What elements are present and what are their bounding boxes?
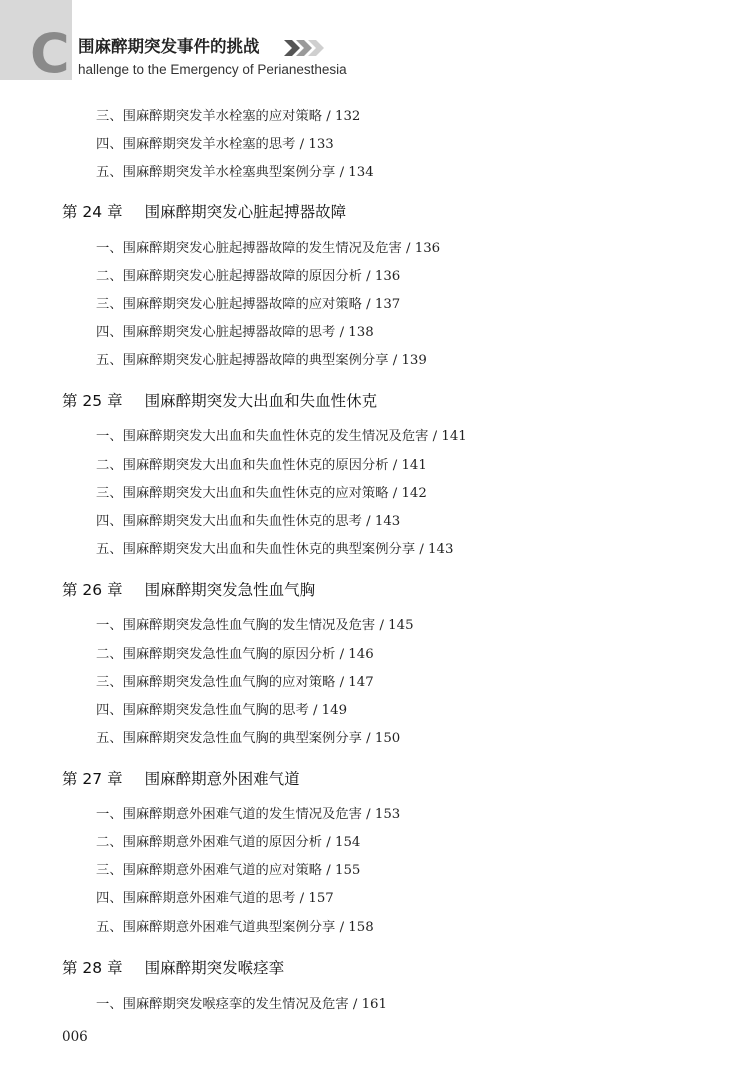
- page-number: 006: [62, 1029, 88, 1045]
- chapter-heading: [62, 580, 315, 600]
- header-subtitle: hallenge to the Emergency of Perianesthesia: [78, 62, 347, 77]
- toc-entry: 一、围麻醉期意外困难气道的发生情况及危害 / 153: [96, 807, 401, 822]
- toc-entry: 二、围麻醉期突发急性血气胸的原因分析 / 146: [96, 647, 374, 662]
- toc-entry: 四、围麻醉期突发心脏起搏器故障的思考 / 138: [96, 325, 374, 340]
- chapter-title: 围麻醉期突发心脏起搏器故障: [144, 203, 347, 221]
- chapter-number: 第 26 章: [62, 581, 123, 599]
- toc-entry: 三、围麻醉期突发大出血和失血性休克的应对策略 / 142: [96, 486, 427, 501]
- chapter-number: 第 25 章: [62, 392, 123, 410]
- chapter-number: 第 27 章: [62, 770, 123, 788]
- header-title: 围麻醉期突发事件的挑战: [78, 37, 260, 56]
- chapter-number: 第 28 章: [62, 959, 123, 977]
- toc-entry: 三、围麻醉期意外困难气道的应对策略 / 155: [96, 863, 361, 878]
- chapter-title: 围麻醉期意外困难气道: [144, 770, 300, 788]
- toc-entry: 二、围麻醉期突发大出血和失血性休克的原因分析 / 141: [96, 458, 427, 473]
- toc-entry: 五、围麻醉期突发心脏起搏器故障的典型案例分享 / 139: [96, 353, 427, 368]
- toc-entry: 一、围麻醉期突发心脏起搏器故障的发生情况及危害 / 136: [96, 241, 441, 256]
- chapter-heading: [62, 769, 300, 789]
- toc-entry: 一、围麻醉期突发喉痉挛的发生情况及危害 / 161: [96, 997, 387, 1012]
- chapter-heading: [62, 202, 346, 222]
- chapter-heading: [62, 391, 377, 411]
- toc-entry: 五、围麻醉期突发大出血和失血性休克的典型案例分享 / 143: [96, 542, 454, 557]
- toc-entry: 五、围麻醉期突发羊水栓塞典型案例分享 / 134: [96, 165, 374, 180]
- toc-entry: 四、围麻醉期突发大出血和失血性休克的思考 / 143: [96, 514, 401, 529]
- chapter-heading: [62, 958, 284, 978]
- toc-entry: 二、围麻醉期意外困难气道的原因分析 / 154: [96, 835, 361, 850]
- toc-entry: 一、围麻醉期突发大出血和失血性休克的发生情况及危害 / 141: [96, 429, 467, 444]
- chapter-number: 第 24 章: [62, 203, 123, 221]
- toc-entry: 三、围麻醉期突发羊水栓塞的应对策略 / 132: [96, 109, 361, 124]
- toc-entry: 四、围麻醉期突发急性血气胸的思考 / 149: [96, 703, 348, 718]
- chapter-title: 围麻醉期突发喉痉挛: [144, 959, 285, 977]
- toc-entry: 一、围麻醉期突发急性血气胸的发生情况及危害 / 145: [96, 618, 414, 633]
- chapter-title: 围麻醉期突发急性血气胸: [144, 581, 316, 599]
- toc-entry: 四、围麻醉期突发羊水栓塞的思考 / 133: [96, 137, 334, 152]
- toc-entry: 二、围麻醉期突发心脏起搏器故障的原因分析 / 136: [96, 269, 401, 284]
- header-letter: C: [30, 22, 70, 85]
- toc-entry: 五、围麻醉期意外困难气道典型案例分享 / 158: [96, 920, 374, 935]
- chapter-title: 围麻醉期突发大出血和失血性休克: [144, 392, 378, 410]
- toc-entry: 四、围麻醉期意外困难气道的思考 / 157: [96, 891, 334, 906]
- toc-entry: 三、围麻醉期突发心脏起搏器故障的应对策略 / 137: [96, 297, 401, 312]
- toc-entry: 三、围麻醉期突发急性血气胸的应对策略 / 147: [96, 675, 374, 690]
- toc-entry: 五、围麻醉期突发急性血气胸的典型案例分享 / 150: [96, 731, 401, 746]
